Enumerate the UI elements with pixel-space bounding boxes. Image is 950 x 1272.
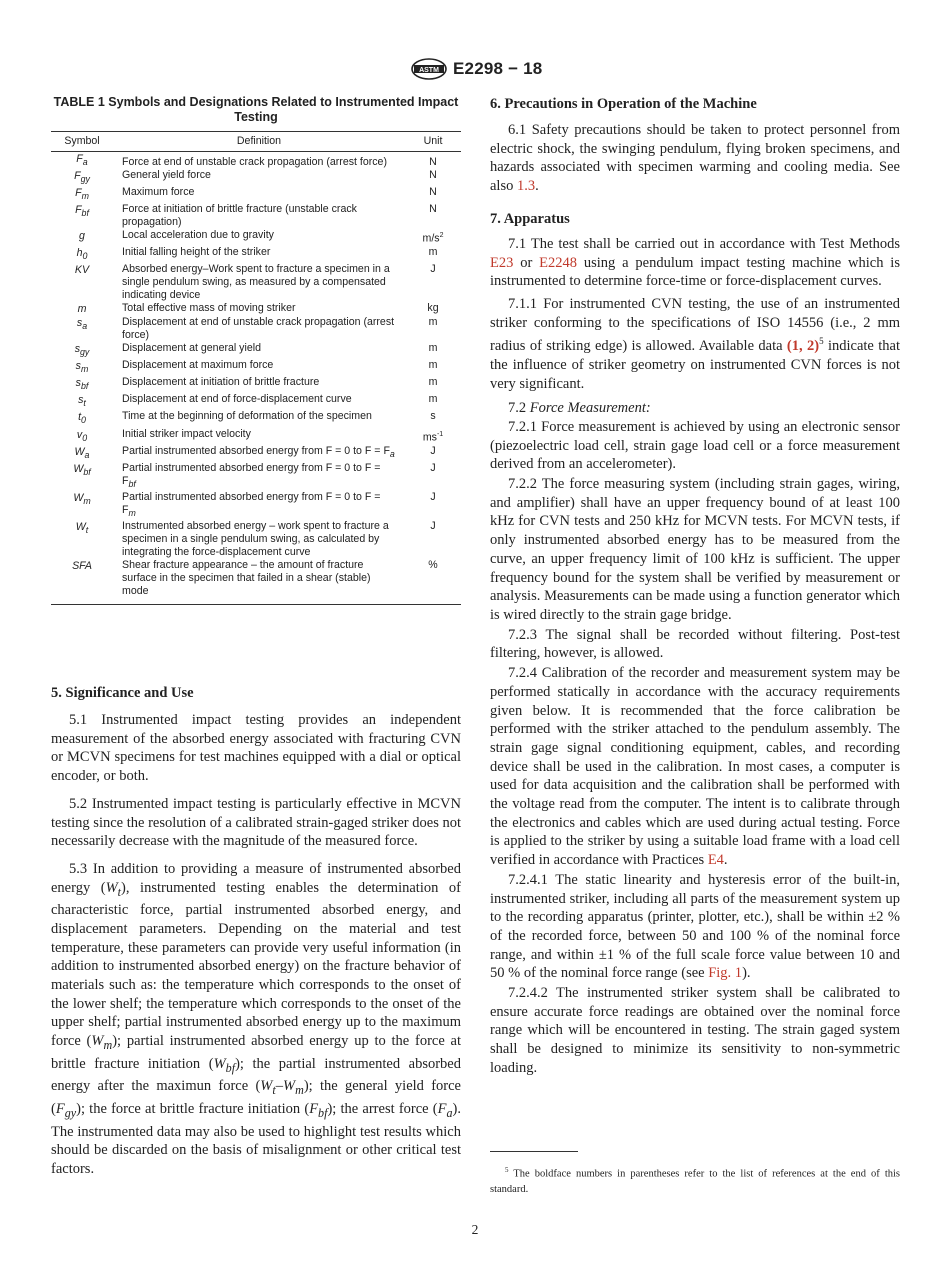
unit-cell: J bbox=[430, 490, 436, 503]
unit-cell: m bbox=[428, 245, 438, 258]
paragraph-5-1: 5.1 Instrumented impact testing provides an independent measurement of the absorbed energy associated with fracturing CVN or MCVN specimens for test machines equipped with a dial or optical encoder, or both. bbox=[51, 712, 461, 785]
unit-cell: J bbox=[430, 461, 436, 474]
paragraph-7-2-4-1: 7.2.4.1 The static linearity and hysteresis error of the built-in, instrumented striker, including all parts of the measurement system up to the recording apparatus (printer, plotter, etc.), shall be within ±2 % of the recorded force, between 50 and 100 % of the nominal force range, and within ±1 % of the full scale force value between 10 and 50 % of the nominal force range (see Fig. 1). bbox=[490, 871, 900, 982]
table-row bbox=[51, 393, 461, 410]
definition-cell: Time at the beginning of deformation of the specimen bbox=[122, 410, 372, 423]
symbol-cell: $W_{bf}$ bbox=[73, 462, 91, 477]
table-row bbox=[51, 263, 461, 302]
definition-cell: Displacement at end of unstable crack propagation (arrest force) bbox=[122, 315, 395, 341]
table-row bbox=[51, 410, 461, 427]
definition-cell: Absorbed energy–Work spent to fracture a specimen in a single pendulum swing, as measured by a compensated indicating device bbox=[122, 262, 390, 301]
symbol-cell: $F_{bf}$ bbox=[75, 204, 89, 219]
table-row bbox=[51, 376, 461, 393]
unit-cell: m bbox=[428, 341, 438, 354]
symbol-cell: $t_0$ bbox=[78, 411, 86, 426]
footnote: $^5$ The boldface numbers in parentheses refer to the list of references at the end of this standard. bbox=[490, 1166, 900, 1195]
footnote-divider bbox=[490, 1151, 578, 1152]
paragraph-7-2-2: 7.2.2 The force measuring system (including strain gages, wiring, and amplifier) shall have an upper frequency bound of at least 100 kHz for CVN tests and 250 kHz for MCVN tests. For MCVN tests, if only instrumented absorbed energy has to be measured from the curve, an upper frequency limit of 100 kHz is sufficient. The upper frequency bound for the system shall be verified by measurement or analysis. Measurements can be made using a function generator which is wired directly to the strain gage bridge. bbox=[490, 476, 900, 623]
unit-cell: N bbox=[429, 156, 437, 168]
symbol-cell: $h_0$ bbox=[76, 246, 88, 261]
reference-link[interactable]: (1, 2) bbox=[786, 338, 820, 355]
symbol-cell: $s_a$ bbox=[76, 316, 88, 332]
unit-cell: J bbox=[430, 519, 436, 532]
paragraph-7-1: 7.1 The test shall be carried out in accordance with Test Methods E23 or E2248 using a pendulum impact testing machine which is instrumented to determine force-time or force-displacement curves. bbox=[490, 235, 900, 290]
symbol-cell: $s_t$ bbox=[78, 394, 86, 409]
table-row bbox=[51, 428, 461, 445]
symbol-cell: $F_{gy}$ bbox=[74, 170, 90, 185]
table-row bbox=[51, 491, 461, 520]
symbol-cell: $F_a$ bbox=[76, 153, 88, 168]
svg-text:ASTM: ASTM bbox=[419, 67, 439, 74]
definition-cell: Displacement at maximum force bbox=[122, 359, 274, 372]
table-row bbox=[51, 316, 461, 342]
definition-cell: Instrumented absorbed energy – work spent to fracture a specimen in a single pendulum swing, as calculated by integrating the force-displacement curve bbox=[122, 519, 389, 558]
paragraph-7-2-4-2: 7.2.4.2 The instrumented striker system shall be calibrated to ensure accurate force readings are obtained over the nominal force range which will be encountered in testing. The strain gaged system shall be designed to minimize its sensitivity to non-symmetric loading. bbox=[490, 985, 900, 1076]
section-heading: 5. Significance and Use bbox=[51, 685, 194, 701]
symbols-table bbox=[51, 131, 461, 605]
unit-cell: J bbox=[430, 262, 436, 275]
symbol-cell: $s_m$ bbox=[75, 360, 89, 375]
link-1-3[interactable]: 1.3 bbox=[516, 178, 536, 195]
symbol-cell: $W_a$ bbox=[74, 445, 90, 460]
section-significance-and-use bbox=[51, 684, 461, 1179]
unit-cell: $ms^{-1}$ bbox=[422, 430, 444, 444]
table-row bbox=[51, 520, 461, 559]
definition-cell: Force at initiation of brittle fracture (unstable crack propagation) bbox=[122, 203, 357, 229]
symbol-cell: $s_{bf}$ bbox=[75, 377, 89, 392]
definition-cell: Partial instrumented absorbed energy from F = 0 to $F = F_a$ bbox=[122, 444, 395, 459]
paragraph-7-2: 7.2 Force Measurement: bbox=[508, 400, 651, 417]
table-row bbox=[51, 169, 461, 186]
paragraph-7-1-1: 7.1.1 For instrumented CVN testing, the use of an instrumented striker conforming to the specifications of ISO 14556 (i.e., 2 mm radius of striking edge) is allowed. Available data (1, 2)$^5$ indicate that the influence of striker geometry on instrumented CVN forces is not very significant. bbox=[490, 295, 900, 392]
definition-cell: Force at end of unstable crack propagation (arrest force) bbox=[122, 156, 387, 168]
unit-cell: kg bbox=[427, 301, 439, 314]
symbol-cell: KV bbox=[74, 263, 90, 276]
paragraph-7-2-4: 7.2.4 Calibration of the recorder and measurement system may be performed statically in accordance with the accuracy requirements given below. It is recommended that the force calibration be performed with the striker attached to the pendulum assembly. The strain gage signal conditioning equipment, cables, and recording device shall be used in the calibration. In most cases, a computer is used for data acquisition and the calibration shall be performed with the voltage read from the computer. The intent is to calibrate through the electronics and cables which are used during actual testing. Force is applied to the striker by using a suitable load frame with a load cell verified in accordance with Practices E4. bbox=[490, 665, 900, 869]
definition-cell: Displacement at initiation of brittle fracture bbox=[122, 376, 320, 389]
unit-cell: J bbox=[430, 444, 436, 457]
standard-designation: E2298 − 18 bbox=[453, 59, 543, 78]
symbol-cell: $W_t$ bbox=[75, 520, 89, 536]
table-row bbox=[51, 342, 461, 359]
table-row bbox=[51, 462, 461, 491]
paragraph-5-3: 5.3 In addition to providing a measure of instrumented absorbed energy $(W_t)$, instrumented testing enables the determination of characteristic force, partial instrumented absorbed energy, and displacement parameters. Depending on the material and test temperature, these parameters can provide very useful information (in addition to instrumented absorbed energy) on the fracture behavior of materials such as: the temperature which corresponds to the onset of the lower shelf; the temperature which corresponds to the onset of the upper shelf; partial instrumented absorbed energy up to the maximum force $(W_m)$; partial instrumented absorbed energy up to the force at brittle fracture initiation $(W_{bf})$; the partial instrumented absorbed energy after the maximun force $(W_t-W_m)$; the general yield force $(F_{gy})$; the force at brittle fracture initiation $(F_{bf})$; the arrest force $(F_a)$. The instrumented data may also be used to highlight test results which should be discarded on the basis of misalignment or other critical test factors. bbox=[51, 860, 462, 1177]
paragraph-7-2-1: 7.2.1 Force measurement is achieved by using an electronic sensor (piezoelectric load cell, strain gage load cell or a force measurement derived from an accelerometer). bbox=[490, 418, 900, 473]
symbol-cell: SFA bbox=[51, 559, 113, 605]
link-e23[interactable]: E23 bbox=[490, 254, 514, 271]
unit-cell: m bbox=[428, 393, 438, 406]
column-header-symbol: Symbol bbox=[51, 132, 113, 152]
unit-cell: N bbox=[429, 203, 437, 216]
section-7-heading: 7. Apparatus bbox=[490, 210, 570, 227]
table-row bbox=[51, 445, 461, 462]
definition-cell: Maximum force bbox=[122, 186, 195, 199]
unit-cell: $m/s^2$ bbox=[422, 232, 444, 245]
definition-cell: Partial instrumented absorbed energy from F = 0 to $F = F_{bf}$ bbox=[122, 461, 381, 489]
table-row bbox=[51, 203, 461, 229]
unit-cell: m bbox=[428, 315, 438, 328]
definition-cell: Local acceleration due to gravity bbox=[122, 229, 274, 242]
symbol-cell: m bbox=[77, 302, 87, 315]
page-number: 2 bbox=[471, 1222, 479, 1237]
definition-cell: Shear fracture appearance – the amount of fracture surface in the specimen that failed in a shear (stable) mode bbox=[113, 559, 405, 605]
symbol-cell: $F_m$ bbox=[75, 187, 89, 202]
astm-logo-icon bbox=[410, 58, 448, 80]
unit-cell: N bbox=[429, 169, 437, 182]
unit-cell: m bbox=[428, 359, 438, 372]
table-title: TABLE 1 Symbols and Designations Related to Instrumented Impact Testing bbox=[53, 95, 459, 124]
definition-cell: Displacement at general yield bbox=[122, 341, 261, 354]
table-row bbox=[51, 186, 461, 203]
definition-cell: General yield force bbox=[122, 169, 211, 182]
section-6-heading: 6. Precautions in Operation of the Machine bbox=[490, 96, 757, 112]
table-row bbox=[51, 559, 461, 605]
unit-cell: % bbox=[405, 559, 461, 605]
table-row bbox=[51, 302, 461, 316]
footnote-marker: 5 bbox=[819, 336, 824, 347]
column-header-unit: Unit bbox=[405, 132, 461, 152]
paragraph-6-1: 6.1 Safety precautions should be taken to protect personnel from electric shock, the swinging pendulum, flying broken specimens, and hazards associated with specimen warming and cooling media. See also 1.3. bbox=[490, 122, 900, 195]
symbol-cell: $W_m$ bbox=[73, 491, 91, 506]
definition-cell: Initial falling height of the striker bbox=[122, 245, 271, 258]
paragraph-5-2: 5.2 Instrumented impact testing is particularly effective in MCVN testing since the resolution of a calibrated strain-gaged striker does not necessarily decrease with the magnitude of the measured force. bbox=[51, 795, 461, 850]
symbol-cell: $s_{gy}$ bbox=[74, 342, 90, 358]
symbol-cell: $v_0$ bbox=[76, 428, 88, 443]
table-row bbox=[51, 229, 461, 246]
link-e4[interactable]: E4 bbox=[707, 852, 724, 869]
table-row bbox=[51, 152, 461, 170]
unit-cell: s bbox=[430, 410, 436, 423]
link-fig-1[interactable]: Fig. 1 bbox=[708, 965, 743, 982]
unit-cell: N bbox=[429, 186, 437, 199]
definition-cell: Partial instrumented absorbed energy from F = 0 to $F = F_m$ bbox=[122, 490, 381, 518]
definition-cell: Total effective mass of moving striker bbox=[122, 301, 296, 314]
table-row bbox=[51, 359, 461, 376]
unit-cell: m bbox=[428, 376, 438, 389]
definition-cell: Displacement at end of force-displacement curve bbox=[122, 393, 352, 406]
table-row bbox=[51, 246, 461, 263]
symbol-cell: g bbox=[79, 230, 85, 243]
column-header-definition: Definition bbox=[113, 132, 405, 152]
definition-cell: Initial striker impact velocity bbox=[122, 427, 251, 440]
paragraph-7-2-3: 7.2.3 The signal shall be recorded without filtering. Post-test filtering, however, is allowed. bbox=[490, 626, 900, 662]
link-e2248[interactable]: E2248 bbox=[539, 254, 577, 271]
page-header bbox=[0, 58, 950, 80]
